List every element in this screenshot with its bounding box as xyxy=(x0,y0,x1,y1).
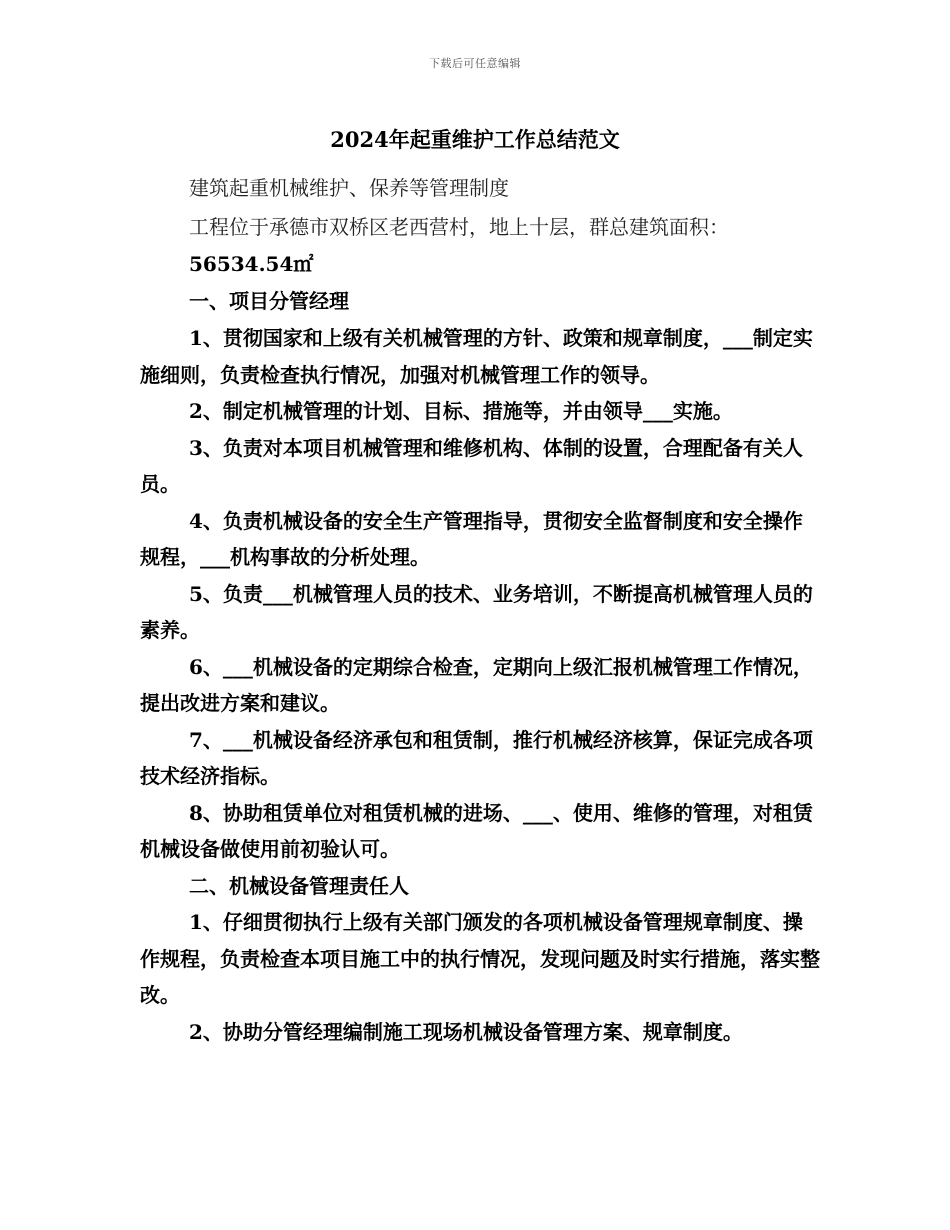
paragraph-1-4: 4、负责机械设备的安全生产管理指导，贯彻安全监督制度和安全操作规程，___机构事故的分析处理。 xyxy=(140,508,803,569)
paragraph-1-6: 6、___机械设备的定期综合检查，定期向上级汇报机械管理工作情况，提出改进方案和建议。 xyxy=(140,654,813,715)
paragraph-1-2: 2、制定机械管理的计划、目标、措施等，并由领导___实施。 xyxy=(189,399,733,423)
location-text: 工程位于承德市双桥区老西营村，地上十层，群总建筑面积： xyxy=(189,215,729,239)
paragraph-1-5: 5、负责___机械管理人员的技术、业务培训，不断提高机械管理人员的素养。 xyxy=(140,581,813,642)
document-body xyxy=(140,320,820,1050)
paragraph-1-3: 3、负责对本项目机械管理和维修机构、体制的设置，合理配备有关人员。 xyxy=(140,435,803,496)
subtitle: 建筑起重机械维护、保养等管理制度 xyxy=(189,176,509,200)
paragraph-1-8: 8、协助租赁单位对租赁机械的进场、___、使用、维修的管理，对租赁机械设备做使用前初验认可。 xyxy=(140,800,813,861)
paragraph-2-2: 2、协助分管经理编制施工现场机械设备管理方案、规章制度。 xyxy=(189,1019,743,1044)
section2-heading: 二、机械设备管理责任人 xyxy=(189,873,409,898)
header-note: 下载后可任意编辑 xyxy=(429,57,521,70)
document-title: 2024年起重维护工作总结范文 xyxy=(330,127,620,152)
section1-heading: 一、项目分管经理 xyxy=(189,289,349,313)
paragraph-1-1: 1、贯彻国家和上级有关机械管理的方针、政策和规章制度，___制定实施细则，负责检查执行情况，加强对机械管理工作的领导。 xyxy=(140,326,813,387)
paragraph-2-1: 1、仔细贯彻执行上级有关部门颁发的各项机械设备管理规章制度、操作规程，负责检查本项目施工中的执行情况，发现问题及时实行措施，落实整改。 xyxy=(140,910,820,1007)
area-value: 56534.54㎡ xyxy=(189,252,314,276)
paragraph-1-7: 7、___机械设备经济承包和租赁制，推行机械经济核算，保证完成各项技术经济指标。 xyxy=(140,727,813,788)
